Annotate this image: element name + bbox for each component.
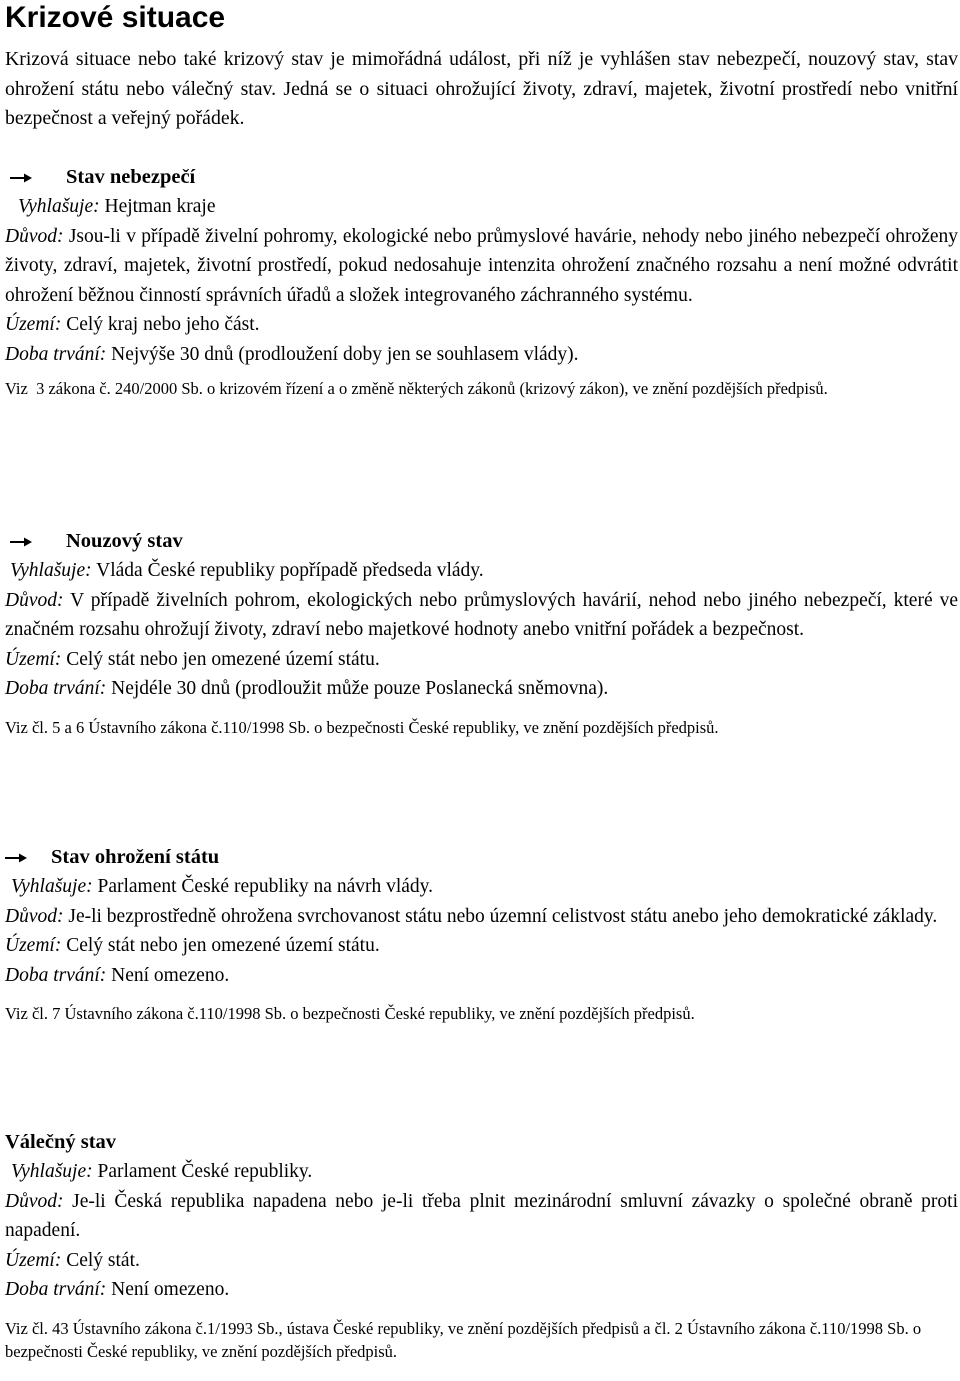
reason-label: Důvod: <box>5 905 64 927</box>
reason-line <box>5 1187 958 1246</box>
legal-reference: Viz čl. 5 a 6 Ústavního zákona č.110/1998 Sb. o bezpečnosti České republiky, ve znění pozdějších předpisů. <box>5 717 719 737</box>
section-heading <box>5 527 958 556</box>
territory-value: Celý kraj nebo jeho část. <box>66 314 260 335</box>
duration-value: Nejvýše 30 dnů (prodloužení doby jen se souhlasem vlády). <box>111 343 579 365</box>
territory-line <box>5 310 958 340</box>
reason-line <box>5 586 958 645</box>
duration-line <box>5 1275 958 1305</box>
territory-value: Celý stát. <box>66 1249 140 1271</box>
legal-reference: Viz čl. 7 Ústavního zákona č.110/1998 Sb. o bezpečnosti České republiky, ve znění pozdějších předpisů. <box>5 1004 695 1023</box>
section-heading-text: Stav ohrožení státu <box>51 846 220 868</box>
duration-label: Doba trvání: <box>5 1279 107 1300</box>
section-heading-text: Nouzový stav <box>66 530 183 552</box>
duration-line <box>5 340 958 370</box>
reason-label: Důvod: <box>5 225 64 247</box>
reason-line <box>5 902 958 932</box>
section-valecny-stav <box>5 1128 958 1364</box>
section-stav-nebezpeci <box>5 163 958 401</box>
duration-line <box>5 674 958 704</box>
section-heading-text: Válečný stav <box>5 1131 117 1153</box>
reason-line <box>5 222 958 311</box>
section-heading <box>5 1128 958 1157</box>
duration-line <box>5 961 958 991</box>
section-nouzovy-stav <box>5 527 958 739</box>
reason-value: Jsou-li v případě živelní pohromy, ekologické nebo průmyslové havárie, nehody nebo jiného nebezpečí ohroženy životy, zdraví, majetek, životní prostředí, pokud nedosahuje intenzita ohrožení značného rozsahu a není možné odvrátit ohrožení běžnou činností správních úřadů a složek integrovaného záchranného systému. <box>5 225 959 306</box>
section-heading-text: Stav nebezpečí <box>66 166 196 188</box>
declared-by-label: Vyhlašuje: <box>18 196 100 217</box>
declared-by-line <box>5 556 958 586</box>
declared-by-label: Vyhlašuje: <box>11 876 93 897</box>
territory-value: Celý stát nebo jen omezené území státu. <box>66 648 380 670</box>
right-arrow-icon <box>5 853 27 863</box>
territory-line <box>5 645 958 675</box>
declared-by-value: Parlament České republiky na návrh vlády. <box>97 876 434 897</box>
territory-label: Území: <box>5 314 62 335</box>
territory-line <box>5 1246 958 1276</box>
legal-reference: Viz 3 zákona č. 240/2000 Sb. o krizovém řízení a o změně některých zákonů (krizový zákon), ve znění pozdějších předpisů. <box>5 379 828 398</box>
declared-by-line <box>5 1157 958 1187</box>
declared-by-line <box>5 192 958 222</box>
reason-value: Je-li bezprostředně ohrožena svrchovanost státu nebo územní celistvost státu anebo jeho demokratické základy. <box>68 905 938 927</box>
declared-by-value: Parlament České republiky. <box>97 1161 313 1182</box>
duration-label: Doba trvání: <box>5 964 107 986</box>
declared-by-value: Hejtman kraje <box>104 196 216 217</box>
section-heading <box>5 843 958 872</box>
territory-label: Území: <box>5 1249 62 1271</box>
reason-label: Důvod: <box>5 589 64 611</box>
duration-value: Není omezeno. <box>111 1279 230 1300</box>
page-title: Krizové situace <box>5 1 226 34</box>
duration-value: Není omezeno. <box>111 964 230 986</box>
reason-label: Důvod: <box>5 1190 64 1212</box>
duration-value: Nejdéle 30 dnů (prodloužit může pouze Poslanecká sněmovna). <box>111 678 609 699</box>
territory-value: Celý stát nebo jen omezené území státu. <box>66 935 380 956</box>
legal-reference: Viz čl. 43 Ústavního zákona č.1/1993 Sb., ústava České republiky, ve znění pozdějších předpisů a čl. 2 Ústavního zákona č.110/1998 Sb. o bezpečnosti České republiky, ve znění pozdějších předpisů. <box>5 1318 922 1361</box>
territory-label: Území: <box>5 648 62 670</box>
territory-line <box>5 931 958 961</box>
section-stav-ohrozeni-statu <box>5 843 958 1026</box>
declared-by-value: Vláda České republiky popřípadě předseda vlády. <box>96 560 484 581</box>
right-arrow-icon <box>10 537 32 547</box>
duration-label: Doba trvání: <box>5 678 107 699</box>
declared-by-label: Vyhlašuje: <box>11 1161 93 1182</box>
duration-label: Doba trvání: <box>5 343 107 365</box>
intro-paragraph: Krizová situace nebo také krizový stav je mimořádná událost, při níž je vyhlášen stav nebezpečí, nouzový stav, stav ohrožení státu nebo válečný stav. Jedná se o situaci ohrožující životy, zdraví, majetek, životní prostředí nebo vnitřní bezpečnost a veřejný pořádek. <box>5 48 958 129</box>
section-heading <box>5 163 958 192</box>
territory-label: Území: <box>5 935 62 956</box>
reason-value: V případě živelních pohrom, ekologických nebo průmyslových havárií, nehod nebo jiného nebezpečí, které ve značném rozsahu ohrožují životy, zdraví nebo majetkové hodnoty anebo vnitřní pořádek a bezpečnost. <box>5 589 958 640</box>
declared-by-label: Vyhlašuje: <box>10 560 92 581</box>
declared-by-line <box>5 872 958 902</box>
right-arrow-icon <box>10 173 32 183</box>
reason-value: Je-li Česká republika napadena nebo je-li třeba plnit mezinárodní smluvní závazky o společné obraně proti napadení. <box>5 1190 959 1241</box>
